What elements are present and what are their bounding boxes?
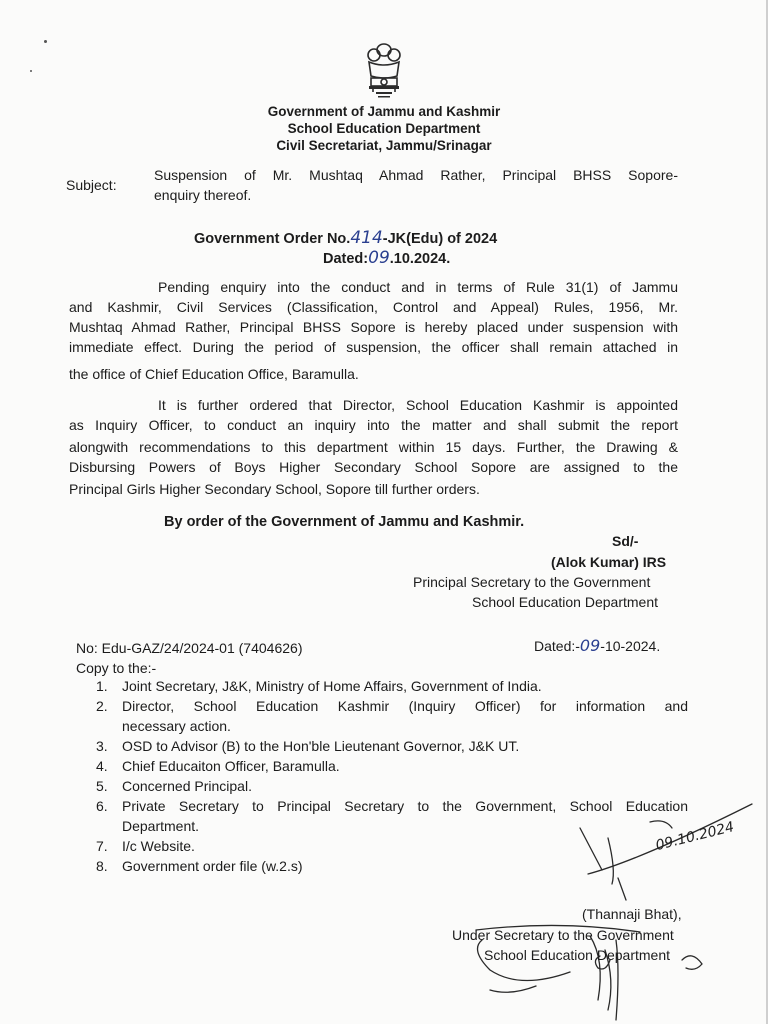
copy-to-item-text: OSD to Advisor (B) to the Hon'ble Lieutenant Governor, J&K UT. bbox=[122, 738, 520, 754]
copy-to-item-number: 7. bbox=[96, 838, 108, 854]
paragraph-line: immediate effect. During the period of suspension, the officer shall remain attached in bbox=[69, 339, 678, 355]
header-govt: Government of Jammu and Kashmir bbox=[267, 104, 501, 119]
handwritten-date: 09.10.2024 bbox=[654, 819, 736, 854]
copy-to-item-text: I/c Website. bbox=[122, 838, 195, 854]
copy-to-item-text: necessary action. bbox=[122, 718, 231, 734]
subject-line: Suspension of Mr. Mushtaq Ahmad Rather, Principal BHSS Sopore- bbox=[154, 167, 678, 183]
copy-to-item-number: 3. bbox=[96, 738, 108, 754]
copy-to-item-text: Concerned Principal. bbox=[122, 778, 252, 794]
signatory-designation: Principal Secretary to the Government bbox=[413, 574, 651, 590]
copy-to-item bbox=[96, 776, 688, 796]
by-order-line: By order of the Government of Jammu and Kashmir. bbox=[164, 514, 525, 530]
order-title bbox=[194, 228, 497, 248]
under-secretary-department: School Education Department bbox=[484, 947, 670, 963]
copy-to-item bbox=[96, 736, 688, 756]
copy-to-item-number: 6. bbox=[96, 798, 108, 814]
paragraph-line: Mushtaq Ahmad Rather, Principal BHSS Sopore is hereby placed under suspension with bbox=[69, 319, 678, 335]
order-dated-suffix: .10.2024. bbox=[389, 251, 451, 267]
paragraph-line: and Kashmir, Civil Services (Classification, Control and Appeal) Rules, 1956, Mr. bbox=[69, 299, 678, 315]
order-title-prefix: Government Order No. bbox=[194, 231, 351, 247]
signatory-sd: Sd/- bbox=[612, 533, 639, 549]
signatory-department: School Education Department bbox=[472, 594, 658, 610]
copy-to-item-text: Private Secretary to Principal Secretary to the Government, School Education bbox=[122, 798, 688, 814]
paragraph-line: It is further ordered that Director, School Education Kashmir is appointed bbox=[158, 397, 678, 413]
scan-speck bbox=[44, 40, 47, 43]
copy-to-item bbox=[96, 676, 688, 696]
copy-to-item-number: 4. bbox=[96, 758, 108, 774]
reference-number: No: Edu-GAZ/24/2024-01 (7404626) bbox=[76, 640, 303, 656]
copy-to-label: Copy to the:- bbox=[76, 660, 157, 676]
reference-dated-day-handwritten: 09 bbox=[579, 636, 601, 655]
copy-to-item bbox=[96, 696, 688, 736]
copy-to-item-text: Joint Secretary, J&K, Ministry of Home Affairs, Government of India. bbox=[122, 678, 542, 694]
order-dated-day-handwritten: 09 bbox=[368, 248, 390, 268]
copy-to-item-number: 5. bbox=[96, 778, 108, 794]
paragraph-line: as Inquiry Officer, to conduct an inquiry into the matter and shall submit the report bbox=[69, 417, 678, 433]
copy-to-item-text: Chief Educaiton Officer, Baramulla. bbox=[122, 758, 340, 774]
reference-dated-suffix: -10-2024. bbox=[600, 638, 661, 654]
signatory-name: (Alok Kumar) IRS bbox=[551, 554, 667, 570]
paragraph-line: the office of Chief Education Office, Baramulla. bbox=[69, 366, 359, 382]
order-dated-prefix: Dated: bbox=[323, 251, 369, 267]
reference-dated bbox=[534, 636, 660, 655]
under-secretary-designation: Under Secretary to the Government bbox=[452, 927, 674, 943]
paragraph-line: Pending enquiry into the conduct and in terms of Rule 31(1) of Jammu bbox=[158, 279, 678, 295]
order-dated bbox=[323, 248, 450, 268]
header-department: School Education Department bbox=[287, 121, 481, 136]
subject-label: Subject: bbox=[66, 177, 117, 193]
paragraph-line: alongwith recommendations to this department within 15 days. Further, the Drawing & bbox=[69, 439, 678, 455]
order-title-suffix: -JK(Edu) of 2024 bbox=[382, 231, 498, 247]
copy-to-item-text: Department. bbox=[122, 818, 200, 834]
under-secretary-name: (Thannaji Bhat), bbox=[582, 906, 682, 922]
scan-speck bbox=[30, 70, 32, 72]
paragraph-line: Principal Girls Higher Secondary School, Sopore till further orders. bbox=[69, 481, 480, 497]
copy-to-item-text: Director, School Education Kashmir (Inquiry Officer) for information and bbox=[122, 698, 688, 714]
header-address: Civil Secretariat, Jammu/Srinagar bbox=[276, 138, 492, 153]
national-emblem-icon bbox=[359, 40, 409, 106]
copy-to-item-number: 1. bbox=[96, 678, 108, 694]
copy-to-item-number: 2. bbox=[96, 698, 108, 714]
order-number-handwritten: 414 bbox=[350, 228, 383, 248]
copy-to-item-number: 8. bbox=[96, 858, 108, 874]
reference-dated-prefix: Dated:- bbox=[534, 638, 580, 654]
paragraph-line: Disbursing Powers of Boys Higher Secondary School Sopore are assigned to the bbox=[69, 459, 678, 475]
subject-line: enquiry thereof. bbox=[154, 187, 252, 203]
copy-to-item bbox=[96, 756, 688, 776]
copy-to-item-text: Government order file (w.2.s) bbox=[122, 858, 303, 874]
